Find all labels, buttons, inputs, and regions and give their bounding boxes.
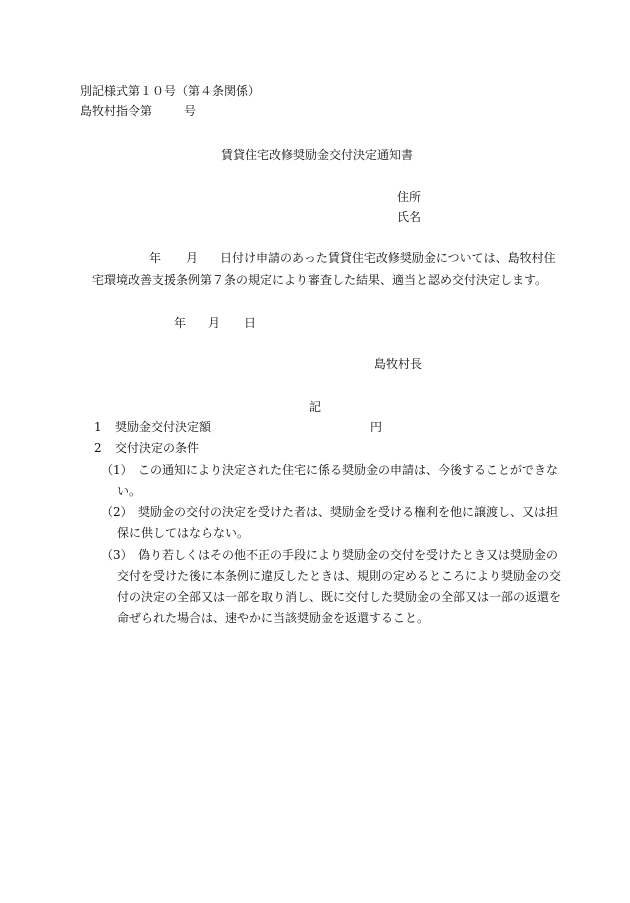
condition-3-line-2: 交付を受けた後に本条例に違反したときは、規則の定めるところにより奨励金の交	[117, 569, 562, 583]
form-label: 別記様式第１０号（第４条関係）	[80, 84, 261, 98]
issue-date-month: 月	[208, 316, 221, 330]
condition-1-line-1: この通知により決定された住宅に係る奨励金の申請は、今後することができな	[138, 463, 559, 477]
condition-3-number: （3）	[101, 548, 133, 562]
condition-3-line-3: 付の決定の全部又は一部を取り消し、既に交付した奨励金の全部又は一部の返還を	[117, 590, 562, 604]
issue-date-day: 日	[244, 316, 257, 330]
item-2-number: 2	[94, 441, 102, 455]
item-1-label: 奨励金交付決定額	[115, 420, 212, 434]
condition-3-line-1: 偽り若しくはその他不正の手段により奨励金の交付を受けたとき又は奨励金の	[138, 548, 559, 562]
item-2-label: 交付決定の条件	[115, 441, 200, 455]
reference-prefix: 島牧村指令第	[80, 104, 153, 118]
condition-2-line-1: 奨励金の交付の決定を受けた者は、奨励金を受ける権利を他に譲渡し、又は担	[138, 505, 559, 519]
condition-2-line-2: 保に供してはならない。	[117, 526, 250, 540]
item-1-unit: 円	[370, 420, 383, 434]
body-date-month: 月	[186, 251, 199, 265]
address-label: 住所	[397, 190, 422, 204]
issue-date-year: 年	[174, 316, 187, 330]
body-line-1: 日付け申請のあった賃貸住宅改修奨励金については、島牧村住	[220, 251, 556, 265]
item-1-number: 1	[94, 420, 102, 434]
body-line-2: 宅環境改善支援条例第７条の規定により審査した結果、適当と認め交付決定します。	[92, 273, 548, 287]
condition-1-line-2: い。	[117, 484, 142, 498]
ki-heading: 記	[309, 400, 322, 414]
issuer: 島牧村長	[374, 357, 423, 371]
condition-3-line-4: 命ぜられた場合は、速やかに当該奨励金を返還すること。	[117, 611, 430, 625]
condition-1-number: （1）	[101, 463, 133, 477]
condition-2-number: （2）	[101, 505, 133, 519]
name-label: 氏名	[397, 210, 422, 224]
document-title: 賃貸住宅改修奨励金交付決定通知書	[221, 148, 414, 162]
body-date-year: 年	[149, 251, 162, 265]
reference-suffix: 号	[184, 104, 197, 118]
